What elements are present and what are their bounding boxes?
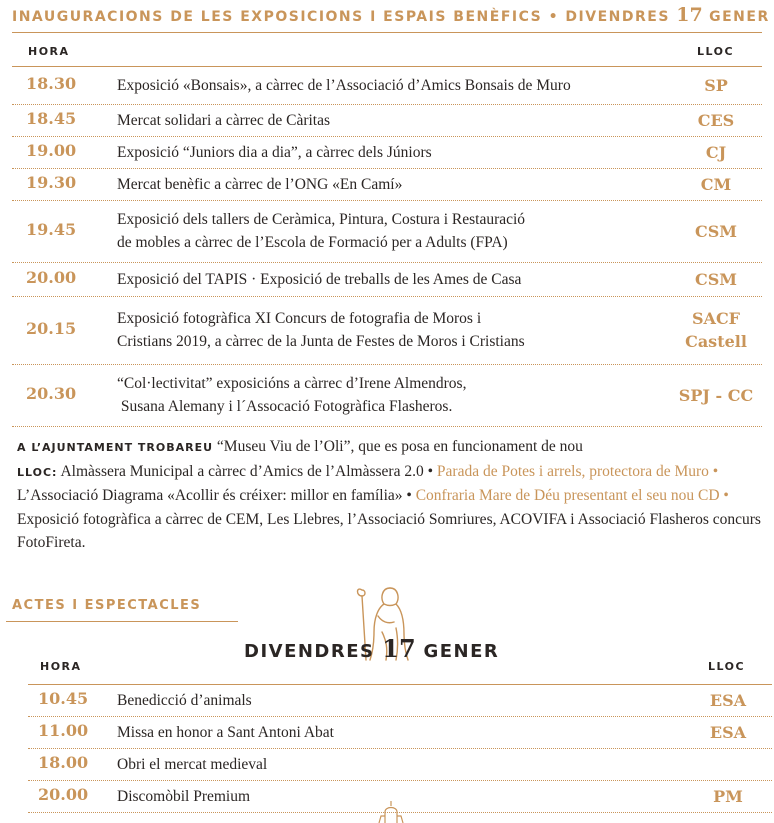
row-description [117, 74, 677, 97]
row-description: Obri el mercat medieval [117, 755, 268, 773]
actes-col-lloc: LLOC [708, 660, 746, 673]
row-description: Missa en honor a Sant Antoni Abat [117, 723, 334, 741]
row-description-line: Exposició «Bonsais», a càrrec de l’Associació d’Amics Bonsais de Muro [117, 76, 571, 94]
row-place-line: CJ [705, 142, 727, 162]
row-time: 18.30 [26, 74, 77, 93]
row-place-line: CSM [695, 269, 737, 289]
row-description [117, 307, 677, 353]
row-place-line: CSM [695, 221, 737, 241]
row-description [117, 141, 677, 164]
inaugurations-heading-prefix: INAUGURACIONS DE LES EXPOSICIONS I ESPAIS BENÈFICS • DIVENDRES [12, 9, 670, 25]
row-place-line: CES [697, 110, 735, 130]
row-time: 18.00 [38, 753, 89, 772]
row-place [676, 109, 756, 132]
actes-heading: ACTES I ESPECTACLES [12, 598, 202, 613]
table-row [0, 104, 774, 136]
row-description-line: Exposició del TAPIS · Exposició de treballs de les Ames de Casa [117, 270, 522, 288]
note-gold-2: Confraria Mare de Déu presentant el seu nou CD • [415, 487, 729, 504]
row-time: 20.00 [38, 785, 89, 804]
note-label-lloc: LLOC: [17, 465, 58, 479]
row-description-line: Mercat benèfic a càrrec de l’ONG «En Camí» [117, 175, 403, 193]
row-place [676, 74, 756, 97]
bell-tower-icon [373, 800, 409, 823]
row-description-line: Mercat solidari a càrrec de Càritas [117, 111, 331, 129]
table-row [0, 168, 774, 200]
row-time: 19.30 [26, 173, 77, 192]
col-hora: HORA [28, 45, 70, 58]
table-row [0, 66, 774, 104]
table-row [0, 748, 774, 780]
row-time: 18.45 [26, 109, 77, 128]
inaugurations-heading-day: 17 [676, 4, 703, 26]
row-description [117, 372, 677, 418]
note-gold-1: Parada de Potes i arrels, protectora de Muro • [436, 462, 719, 480]
table-row [0, 200, 774, 262]
ajuntament-note [17, 435, 762, 555]
note-text-1: “Museu Viu de l’Oli”, que es posa en funcionament de nou [213, 438, 583, 455]
row-description-line: Exposició “Juniors dia a dia”, a càrrec dels Júniors [117, 143, 432, 161]
row-divider [12, 426, 762, 427]
inaugurations-heading [12, 4, 772, 26]
row-place-line: CM [700, 174, 732, 194]
row-place-line: SACF [691, 309, 741, 328]
row-time: 10.45 [38, 689, 89, 708]
actes-day-num: 17 [382, 634, 416, 663]
row-place: ESA [709, 722, 747, 742]
actes-day-heading [244, 634, 499, 663]
row-time: 20.15 [26, 319, 77, 338]
row-description-line: “Col·lectivitat” exposicións a càrrec d’Irene Almendros, [117, 375, 467, 392]
note-label-ajuntament: A L’AJUNTAMENT TROBAREU [17, 441, 214, 454]
row-time: 20.00 [26, 268, 77, 287]
row-description [117, 268, 677, 291]
row-description-line: Cristians 2019, a càrrec de la Junta de Festes de Moros i Cristians [117, 333, 525, 350]
row-place [676, 268, 756, 291]
table-row [0, 136, 774, 168]
row-description [117, 208, 677, 254]
row-description-line: Exposició dels tallers de Ceràmica, Pintura, Costura i Restauració [117, 211, 526, 228]
row-description: Benedicció d’animals [117, 691, 252, 709]
actes-col-hora: HORA [40, 660, 82, 673]
row-place [676, 307, 756, 353]
row-place [676, 384, 756, 407]
table-row [0, 296, 774, 364]
row-description [117, 173, 677, 196]
note-text-3: L’Associació Diagrama «Acollir és créixer: millor en família» • [17, 487, 416, 504]
row-description-line: Susana Alemany i l´Assocació Fotogràfica Flasheros. [117, 398, 453, 415]
row-description-line: de mobles a càrrec de l’Escola de Formació per a Adults (FPA) [117, 234, 508, 251]
table-row [0, 716, 774, 748]
row-place: ESA [709, 690, 747, 710]
actes-day-prefix: DIVENDRES [244, 641, 375, 662]
table-row [0, 684, 774, 716]
col-lloc: LLOC [697, 45, 735, 58]
note-text-2: Almàssera Municipal a càrrec d’Amics de l’Almàssera 2.0 • [57, 462, 437, 480]
row-place [676, 220, 756, 243]
row-place: PM [713, 786, 743, 806]
note-text-4: Exposició fotogràfica a càrrec de CEM, Les Llebres, l’Associació Somriures, ACOVIFA i Associació Flasheros concurs FotoFireta. [17, 510, 761, 551]
actes-day-month: GENER [423, 641, 500, 662]
row-description: Discomòbil Premium [117, 787, 251, 805]
row-time: 19.45 [26, 220, 77, 239]
row-place [676, 173, 756, 196]
row-description-line: Exposició fotogràfica XI Concurs de fotografia de Moros i [117, 310, 482, 327]
row-description [117, 109, 677, 132]
row-place-line: SP [704, 75, 728, 95]
row-place-line: SPJ - CC [678, 385, 754, 405]
row-time: 11.00 [38, 721, 89, 740]
row-place-line: Castell [685, 332, 747, 351]
row-time: 19.00 [26, 141, 77, 160]
table-row [0, 262, 774, 296]
row-time: 20.30 [26, 384, 77, 403]
actes-heading-rule [6, 621, 238, 622]
table-row [0, 364, 774, 426]
heading-rule [12, 32, 762, 33]
inaugurations-heading-month: GENER [709, 9, 770, 25]
row-place [676, 141, 756, 164]
